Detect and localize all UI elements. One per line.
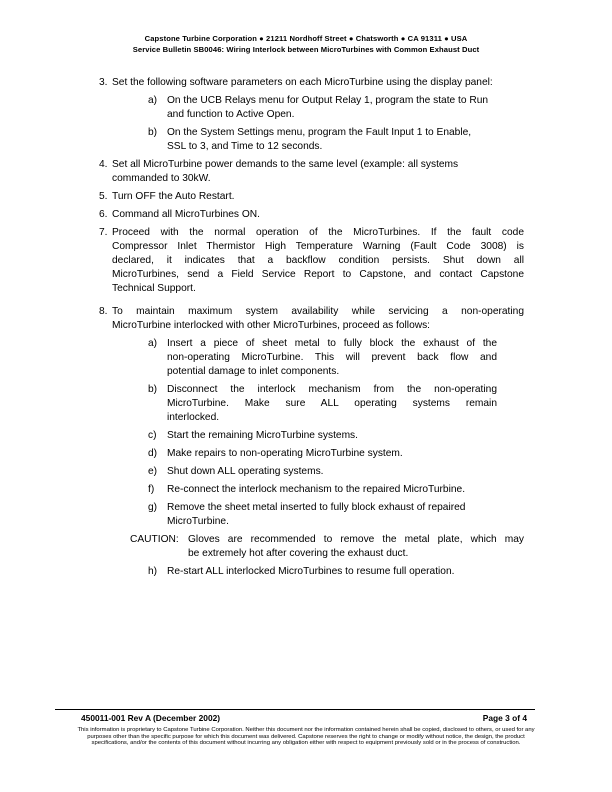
sub-list-item-a bbox=[148, 337, 497, 379]
text-line: be extremely hot after covering the exhaust duct. bbox=[188, 548, 409, 559]
company-address-line: Capstone Turbine Corporation ● 21211 Nordhoff Street ● Chatsworth ● CA 91311 ● USA bbox=[144, 34, 468, 43]
list-item-marker: 4. bbox=[99, 159, 108, 170]
sub-list-item-marker: d) bbox=[148, 448, 158, 459]
text-line: Command all MicroTurbines ON. bbox=[112, 209, 260, 220]
text-line: Start the remaining MicroTurbine systems. bbox=[167, 430, 358, 441]
list-item-marker: 6. bbox=[99, 209, 108, 220]
disclaimer-line: This information is proprietary to Capstone Turbine Corporation. Neither this document nor the information contained herein shall be copied, disclosed to others, or used for any bbox=[77, 727, 535, 733]
sub-list-item-c bbox=[148, 429, 497, 443]
text-line: Remove the sheet metal inserted to fully block exhaust of repaired bbox=[167, 502, 466, 513]
sub-list-item-marker: e) bbox=[148, 466, 158, 477]
text-line: MicroTurbines, send a Field Service Report to Capstone, and contact Capstone bbox=[112, 269, 524, 280]
sub-list-item-marker: f) bbox=[148, 484, 155, 495]
text-line: MicroTurbine. Make sure ALL operating systems remain bbox=[167, 398, 497, 409]
sub-list-item-text bbox=[167, 565, 497, 579]
sub-list-item-marker: c) bbox=[148, 430, 157, 441]
sub-list-item-h bbox=[148, 565, 497, 579]
sub-list-item-text bbox=[167, 447, 497, 461]
text-line: Turn OFF the Auto Restart. bbox=[112, 191, 235, 202]
disclaimer-line: specifications, and/or the contents of this document without incurring any obligation either with respect to equipment previously sold or in the process of construction. bbox=[91, 740, 521, 747]
sub-list-item-marker: b) bbox=[148, 127, 158, 138]
caution-text bbox=[188, 533, 524, 561]
sub-list-item-marker: b) bbox=[148, 384, 158, 395]
list-item-text bbox=[112, 76, 524, 90]
document-header bbox=[0, 0, 612, 55]
bulletin-title-line: Service Bulletin SB0046: Wiring Interlock between MicroTurbines with Common Exhaust Duct bbox=[132, 45, 480, 54]
text-line: potential damage to inlet components. bbox=[167, 366, 340, 377]
footer-divider bbox=[55, 709, 535, 710]
sub-list-item-g bbox=[148, 501, 497, 529]
sub-list-item-text bbox=[167, 429, 497, 443]
list-item-3 bbox=[99, 76, 524, 90]
document-number: 450011-001 Rev A (December 2002) bbox=[81, 713, 221, 723]
text-line: To maintain maximum system availability while servicing a non-operating bbox=[112, 306, 524, 317]
document-body bbox=[99, 76, 524, 583]
text-line: Disconnect the interlock mechanism from the non-operating bbox=[167, 384, 497, 395]
text-line: Set the following software parameters on each MicroTurbine using the display panel: bbox=[112, 77, 493, 88]
text-line: Compressor Inlet Thermistor High Temperature Warning (Fault Code 3008) is bbox=[112, 241, 524, 252]
text-line: On the System Settings menu, program the Fault Input 1 to Enable, bbox=[167, 127, 472, 138]
text-line: Re-connect the interlock mechanism to the repaired MicroTurbine. bbox=[167, 484, 466, 495]
sub-list-item-e bbox=[148, 465, 497, 479]
list-item-text bbox=[112, 190, 524, 204]
text-line: MicroTurbine. bbox=[167, 516, 229, 527]
text-line: and function to Active Open. bbox=[167, 109, 295, 120]
disclaimer-line: purposes other than the specific purpose for which this document was delivered. Capstone reserves the right to change or modify without notice, the design, the product bbox=[87, 733, 525, 740]
text-line: non-operating MicroTurbine. This will prevent back flow and bbox=[167, 352, 497, 363]
footer-disclaimer bbox=[58, 727, 554, 747]
sub-list-item-marker: a) bbox=[148, 338, 158, 349]
sub-list-item-text bbox=[167, 94, 497, 122]
text-line: Technical Support. bbox=[112, 283, 196, 294]
list-item-8 bbox=[99, 305, 524, 333]
page-number: Page 3 of 4 bbox=[482, 713, 527, 723]
list-item-marker: 5. bbox=[99, 191, 108, 202]
caution-note bbox=[130, 533, 524, 561]
sub-list-item-a bbox=[148, 94, 497, 122]
text-line: SSL to 3, and Time to 12 seconds. bbox=[167, 141, 323, 152]
text-line: Re-start ALL interlocked MicroTurbines to resume full operation. bbox=[167, 566, 455, 577]
text-line: commanded to 30kW. bbox=[112, 173, 211, 184]
text-line: Shut down ALL operating systems. bbox=[167, 466, 324, 477]
list-item-text bbox=[112, 208, 524, 222]
text-line: interlocked. bbox=[167, 412, 220, 423]
sub-list-item-marker: a) bbox=[148, 95, 158, 106]
text-line: MicroTurbine interlocked with other MicroTurbines, proceed as follows: bbox=[112, 320, 431, 331]
list-item-text bbox=[112, 226, 524, 296]
text-line: Make repairs to non-operating MicroTurbine system. bbox=[167, 448, 403, 459]
footer-meta bbox=[81, 713, 527, 723]
sub-list-item-text bbox=[167, 337, 497, 379]
text-line: Insert a piece of sheet metal to fully block the exhaust of the bbox=[167, 338, 497, 349]
sub-list-item-text bbox=[167, 465, 497, 479]
list-item-7 bbox=[99, 226, 524, 296]
list-item-marker: 3. bbox=[99, 77, 108, 88]
list-item-6 bbox=[99, 208, 524, 222]
sub-list-item-text bbox=[167, 383, 497, 425]
sub-list-item-text bbox=[167, 483, 497, 497]
text-line: declared, it indicates that a backflow condition persists. Shut down all bbox=[112, 255, 524, 266]
sub-list-item-b bbox=[148, 126, 497, 154]
list-item-marker: 7. bbox=[99, 227, 108, 238]
text-line: On the UCB Relays menu for Output Relay 1, program the state to Run bbox=[167, 95, 489, 106]
sub-list-item-text bbox=[167, 126, 497, 154]
sub-list-item-text bbox=[167, 501, 497, 529]
list-item-marker: 8. bbox=[99, 306, 108, 317]
list-item-text bbox=[112, 305, 524, 333]
list-item-4 bbox=[99, 158, 524, 186]
text-line: Proceed with the normal operation of the MicroTurbines. If the fault code bbox=[112, 227, 524, 238]
sub-list-item-d bbox=[148, 447, 497, 461]
sub-list-item-marker: g) bbox=[148, 502, 158, 513]
text-line: Set all MicroTurbine power demands to the same level (example: all systems bbox=[112, 159, 459, 170]
list-item-text bbox=[112, 158, 524, 186]
sub-list-item-f bbox=[148, 483, 497, 497]
sub-list-item-marker: h) bbox=[148, 566, 158, 577]
list-item-5 bbox=[99, 190, 524, 204]
text-line: Gloves are recommended to remove the metal plate, which may bbox=[188, 534, 524, 545]
sub-list-item-b bbox=[148, 383, 497, 425]
caution-label: CAUTION: bbox=[130, 534, 179, 545]
